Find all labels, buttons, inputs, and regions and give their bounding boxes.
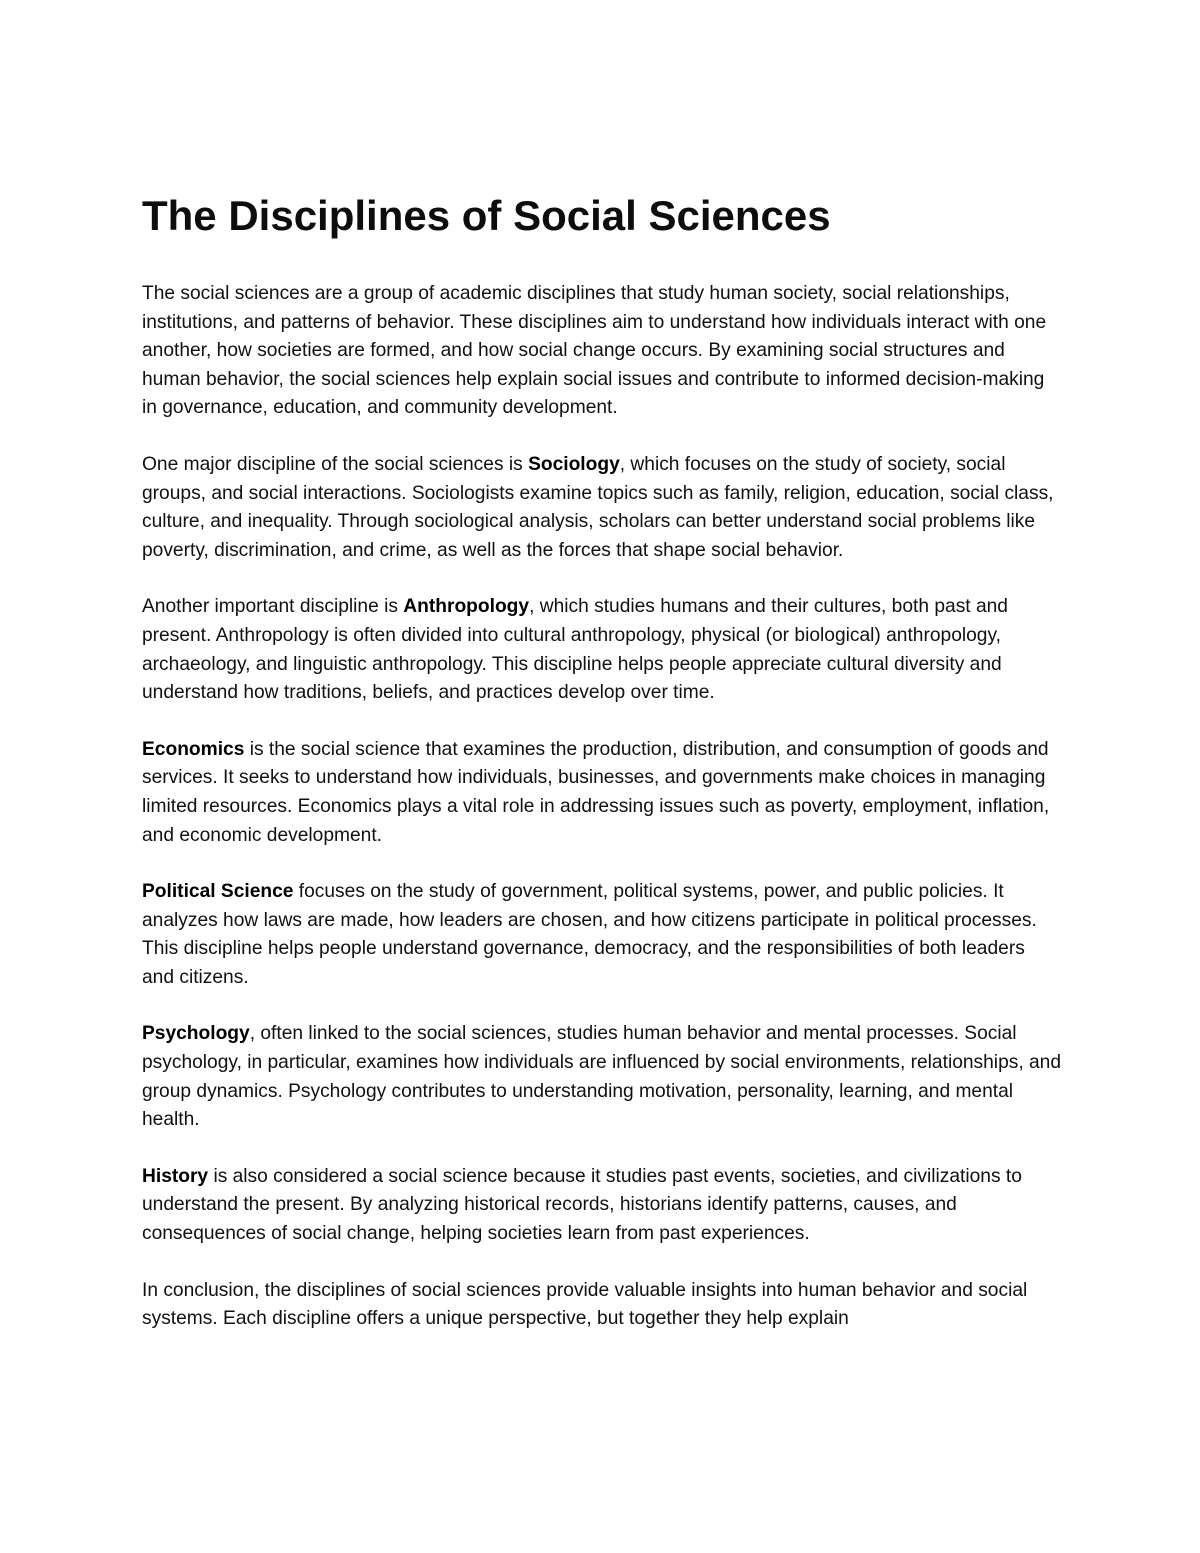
sociology-body-text: , which focuses on the study of society, social groups, and social interactions. Sociologists examine topics such as family, religion, education, social class, culture, and inequality. Through sociological analysis, scholars can better understand social problems like poverty, discrimination, and crime, as well as the forces that shape social behavior. — [142, 453, 1054, 561]
anthropology-lead-text: Another important discipline is — [142, 596, 404, 618]
political-science-term: Political Science — [142, 881, 294, 903]
economics-term: Economics — [142, 738, 245, 760]
document-title: The Disciplines of Social Sciences — [142, 192, 831, 239]
history-paragraph — [142, 1163, 1062, 1249]
anthropology-term: Anthropology — [403, 596, 530, 618]
sociology-lead-text: One major discipline of the social sciences is — [142, 453, 529, 475]
document-page — [142, 190, 1062, 1334]
political-science-body-text: focuses on the study of government, political systems, power, and public policies. It analyzes how laws are made, how leaders are chosen, and how citizens participate in political processes. This discipline helps people understand governance, democracy, and the responsibilities of both leaders and citizens. — [142, 881, 1037, 988]
sociology-term: Sociology — [528, 453, 620, 475]
sociology-paragraph — [142, 451, 1062, 565]
economics-paragraph — [142, 736, 1062, 850]
psychology-term: Psychology — [142, 1023, 250, 1045]
political-science-paragraph — [142, 878, 1062, 992]
history-term: History — [142, 1165, 209, 1187]
anthropology-body-text: , which studies humans and their cultures, both past and present. Anthropology is often divided into cultural anthropology, physical (or biological) anthropology, archaeology, and linguistic anthropology. This discipline helps people appreciate cultural diversity and understand how traditions, beliefs, and practices develop over time. — [142, 596, 1008, 704]
conclusion-paragraph: In conclusion, the disciplines of social sciences provide valuable insights into human behavior and social systems. Each discipline offers a unique perspective, but together they help explain — [142, 1279, 1028, 1330]
anthropology-paragraph — [142, 593, 1062, 707]
economics-body-text: is the social science that examines the production, distribution, and consumption of goods and services. It seeks to understand how individuals, businesses, and governments make choices in managing limited resources. Economics plays a vital role in addressing issues such as poverty, employment, inflation, and economic development. — [142, 738, 1050, 846]
psychology-body-text: , often linked to the social sciences, studies human behavior and mental processes. Social psychology, in particular, examines how individuals are influenced by social environments, relationships, and group dynamics. Psychology contributes to understanding motivation, personality, learning, and mental health. — [142, 1023, 1062, 1131]
psychology-paragraph — [142, 1020, 1062, 1134]
history-body-text: is also considered a social science because it studies past events, societies, and civilizations to understand the present. By analyzing historical records, historians identify patterns, causes, and consequences of social change, helping societies learn from past experiences. — [142, 1165, 1022, 1245]
intro-paragraph: The social sciences are a group of academic disciplines that study human society, social relationships, institutions, and patterns of behavior. These disciplines aim to understand how individuals interact with one another, how societies are formed, and how social change occurs. By examining social structures and human behavior, the social sciences help explain social issues and contribute to informed decision-making in governance, education, and community development. — [142, 283, 1047, 419]
